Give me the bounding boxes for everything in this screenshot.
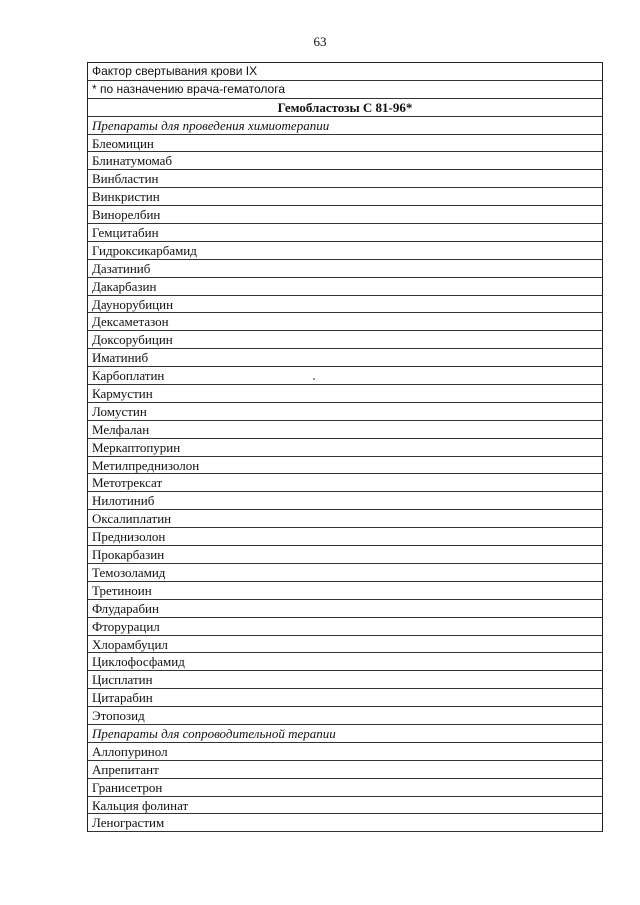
table-row: Винкристин [88, 188, 602, 206]
table-row: Темозоламид [88, 564, 602, 582]
table-row: Гидроксикарбамид [88, 242, 602, 260]
table-row: Мелфалан [88, 421, 602, 439]
table-row: Циклофосфамид [88, 653, 602, 671]
table-row: Блеомицин [88, 135, 602, 153]
table-row: Нилотиниб [88, 492, 602, 510]
table-row: Гранисетрон [88, 779, 602, 797]
drug-list-table [87, 62, 603, 832]
table-row: Флударабин [88, 600, 602, 618]
table-row: Блинатумомаб [88, 152, 602, 170]
table-row: Апрепитант [88, 761, 602, 779]
table-row: Дексаметазон [88, 313, 602, 331]
table-row: Гемцитабин [88, 224, 602, 242]
section-header-row: Гемобластозы С 81-96* [88, 99, 602, 117]
subsection-header-row: Препараты для проведения химиотерапии [88, 117, 602, 135]
note-row: * по назначению врача-гематолога [88, 81, 602, 99]
table-row: Преднизолон [88, 528, 602, 546]
table-row: Даунорубицин [88, 296, 602, 314]
table-row: Оксалиплатин [88, 510, 602, 528]
table-row: Аллопуринол [88, 743, 602, 761]
table-row: Хлорамбуцил [88, 636, 602, 654]
table-row: Цитарабин [88, 689, 602, 707]
table-row: Винбластин [88, 170, 602, 188]
table-row: Метилпреднизолон [88, 457, 602, 475]
table-row: Меркаптопурин [88, 439, 602, 457]
table-row: Кармустин [88, 385, 602, 403]
table-row: Карбоплатин [88, 367, 602, 385]
table-row: Дакарбазин [88, 278, 602, 296]
scan-speck [313, 378, 315, 380]
table-row: Фторурацил [88, 618, 602, 636]
table-row: Дазатиниб [88, 260, 602, 278]
page-number: 63 [313, 34, 327, 49]
table-row: Метотрексат [88, 474, 602, 492]
table-row: Иматиниб [88, 349, 602, 367]
table-row: Цисплатин [88, 671, 602, 689]
table-row: Третиноин [88, 582, 602, 600]
table-row: Кальция фолинат [88, 797, 602, 815]
table-row: Ленограстим [88, 814, 602, 832]
note-row: Фактор свертывания крови IX [88, 63, 602, 81]
table-row: Винорелбин [88, 206, 602, 224]
table-row: Ломустин [88, 403, 602, 421]
subsection-header-row: Препараты для сопроводительной терапии [88, 725, 602, 743]
table-row: Доксорубицин [88, 331, 602, 349]
table-row: Этопозид [88, 707, 602, 725]
table-row: Прокарбазин [88, 546, 602, 564]
